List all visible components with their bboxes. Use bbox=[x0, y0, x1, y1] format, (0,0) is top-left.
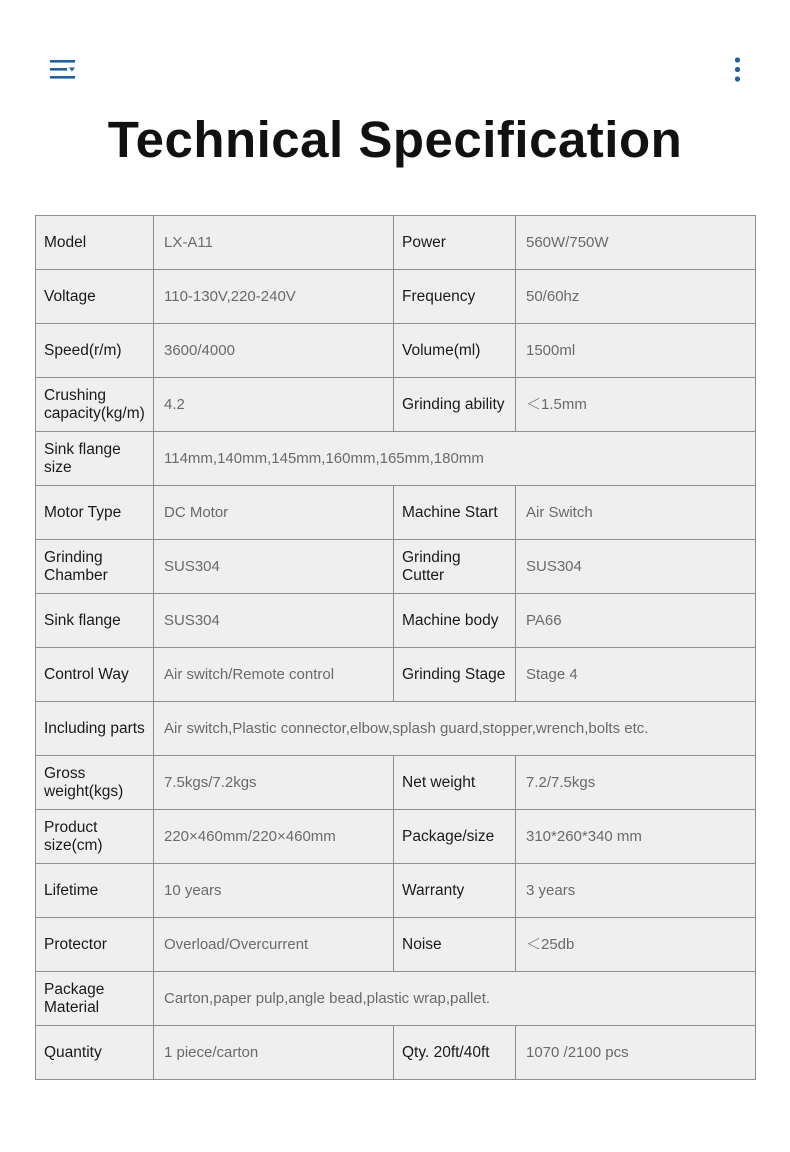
spec-label: Grinding ability bbox=[394, 378, 516, 432]
table-row bbox=[36, 486, 756, 540]
spec-label: Noise bbox=[394, 918, 516, 972]
more-options-button[interactable] bbox=[724, 54, 752, 88]
spec-value: 3 years bbox=[516, 864, 756, 918]
spec-label: Package/size bbox=[394, 810, 516, 864]
menu-button[interactable] bbox=[46, 56, 80, 86]
spec-label: Frequency bbox=[394, 270, 516, 324]
spec-value: Carton,paper pulp,angle bead,plastic wrap,pallet. bbox=[154, 972, 756, 1026]
spec-value: 1500ml bbox=[516, 324, 756, 378]
page-title: Technical Specification bbox=[107, 111, 683, 168]
table-row bbox=[36, 216, 756, 270]
spec-label: Control Way bbox=[36, 648, 154, 702]
spec-label: Crushing capacity(kg/m) bbox=[36, 378, 154, 432]
spec-value: 50/60hz bbox=[516, 270, 756, 324]
spec-label: Protector bbox=[36, 918, 154, 972]
table-row bbox=[36, 432, 756, 486]
spec-value: 560W/750W bbox=[516, 216, 756, 270]
spec-label: Grinding Stage bbox=[394, 648, 516, 702]
spec-value: DC Motor bbox=[154, 486, 394, 540]
spec-value: PA66 bbox=[516, 594, 756, 648]
spec-value: SUS304 bbox=[154, 594, 394, 648]
table-row bbox=[36, 918, 756, 972]
spec-label: Sink flange size bbox=[36, 432, 154, 486]
table-row bbox=[36, 270, 756, 324]
spec-label: Power bbox=[394, 216, 516, 270]
top-bar bbox=[0, 0, 790, 120]
spec-label: Qty. 20ft/40ft bbox=[394, 1026, 516, 1080]
spec-value: ＜25db bbox=[516, 918, 756, 972]
spec-label: Grinding Cutter bbox=[394, 540, 516, 594]
spec-label: Quantity bbox=[36, 1026, 154, 1080]
spec-value: 7.5kgs/7.2kgs bbox=[154, 756, 394, 810]
spec-value: Air switch,Plastic connector,elbow,splash guard,stopper,wrench,bolts etc. bbox=[154, 702, 756, 756]
more-vertical-icon bbox=[724, 54, 752, 88]
spec-value: Overload/Overcurrent bbox=[154, 918, 394, 972]
table-row bbox=[36, 756, 756, 810]
spec-value: Air switch/Remote control bbox=[154, 648, 394, 702]
table-row bbox=[36, 540, 756, 594]
spec-label: Machine Start bbox=[394, 486, 516, 540]
spec-label: Speed(r/m) bbox=[36, 324, 154, 378]
table-row bbox=[36, 972, 756, 1026]
spec-value: 1 piece/carton bbox=[154, 1026, 394, 1080]
spec-value: 3600/4000 bbox=[154, 324, 394, 378]
spec-value: 1070 /2100 pcs bbox=[516, 1026, 756, 1080]
table-row bbox=[36, 648, 756, 702]
spec-label: Model bbox=[36, 216, 154, 270]
table-row bbox=[36, 864, 756, 918]
table-row bbox=[36, 1026, 756, 1080]
table-row bbox=[36, 324, 756, 378]
spec-label: Product size(cm) bbox=[36, 810, 154, 864]
spec-label: Package Material bbox=[36, 972, 154, 1026]
spec-value: 110-130V,220-240V bbox=[154, 270, 394, 324]
spec-value: 220×460mm/220×460mm bbox=[154, 810, 394, 864]
spec-label: Sink flange bbox=[36, 594, 154, 648]
spec-value: ＜1.5mm bbox=[516, 378, 756, 432]
spec-label: Machine body bbox=[394, 594, 516, 648]
spec-label: Including parts bbox=[36, 702, 154, 756]
spec-value: Air Switch bbox=[516, 486, 756, 540]
spec-label: Motor Type bbox=[36, 486, 154, 540]
spec-value: 7.2/7.5kgs bbox=[516, 756, 756, 810]
spec-value: 10 years bbox=[154, 864, 394, 918]
spec-label: Volume(ml) bbox=[394, 324, 516, 378]
spec-value: SUS304 bbox=[516, 540, 756, 594]
spec-value: 310*260*340 mm bbox=[516, 810, 756, 864]
spec-value: Stage 4 bbox=[516, 648, 756, 702]
spec-label: Voltage bbox=[36, 270, 154, 324]
table-row bbox=[36, 702, 756, 756]
spec-label: Grinding Chamber bbox=[36, 540, 154, 594]
spec-label: Gross weight(kgs) bbox=[36, 756, 154, 810]
spec-table bbox=[35, 215, 756, 1080]
spec-value: LX-A11 bbox=[154, 216, 394, 270]
table-row bbox=[36, 810, 756, 864]
spec-value: 4.2 bbox=[154, 378, 394, 432]
spec-value: 114mm,140mm,145mm,160mm,165mm,180mm bbox=[154, 432, 756, 486]
spec-label: Lifetime bbox=[36, 864, 154, 918]
spec-label: Warranty bbox=[394, 864, 516, 918]
spec-label: Net weight bbox=[394, 756, 516, 810]
table-row bbox=[36, 594, 756, 648]
table-row bbox=[36, 378, 756, 432]
menu-icon bbox=[46, 56, 80, 86]
spec-value: SUS304 bbox=[154, 540, 394, 594]
